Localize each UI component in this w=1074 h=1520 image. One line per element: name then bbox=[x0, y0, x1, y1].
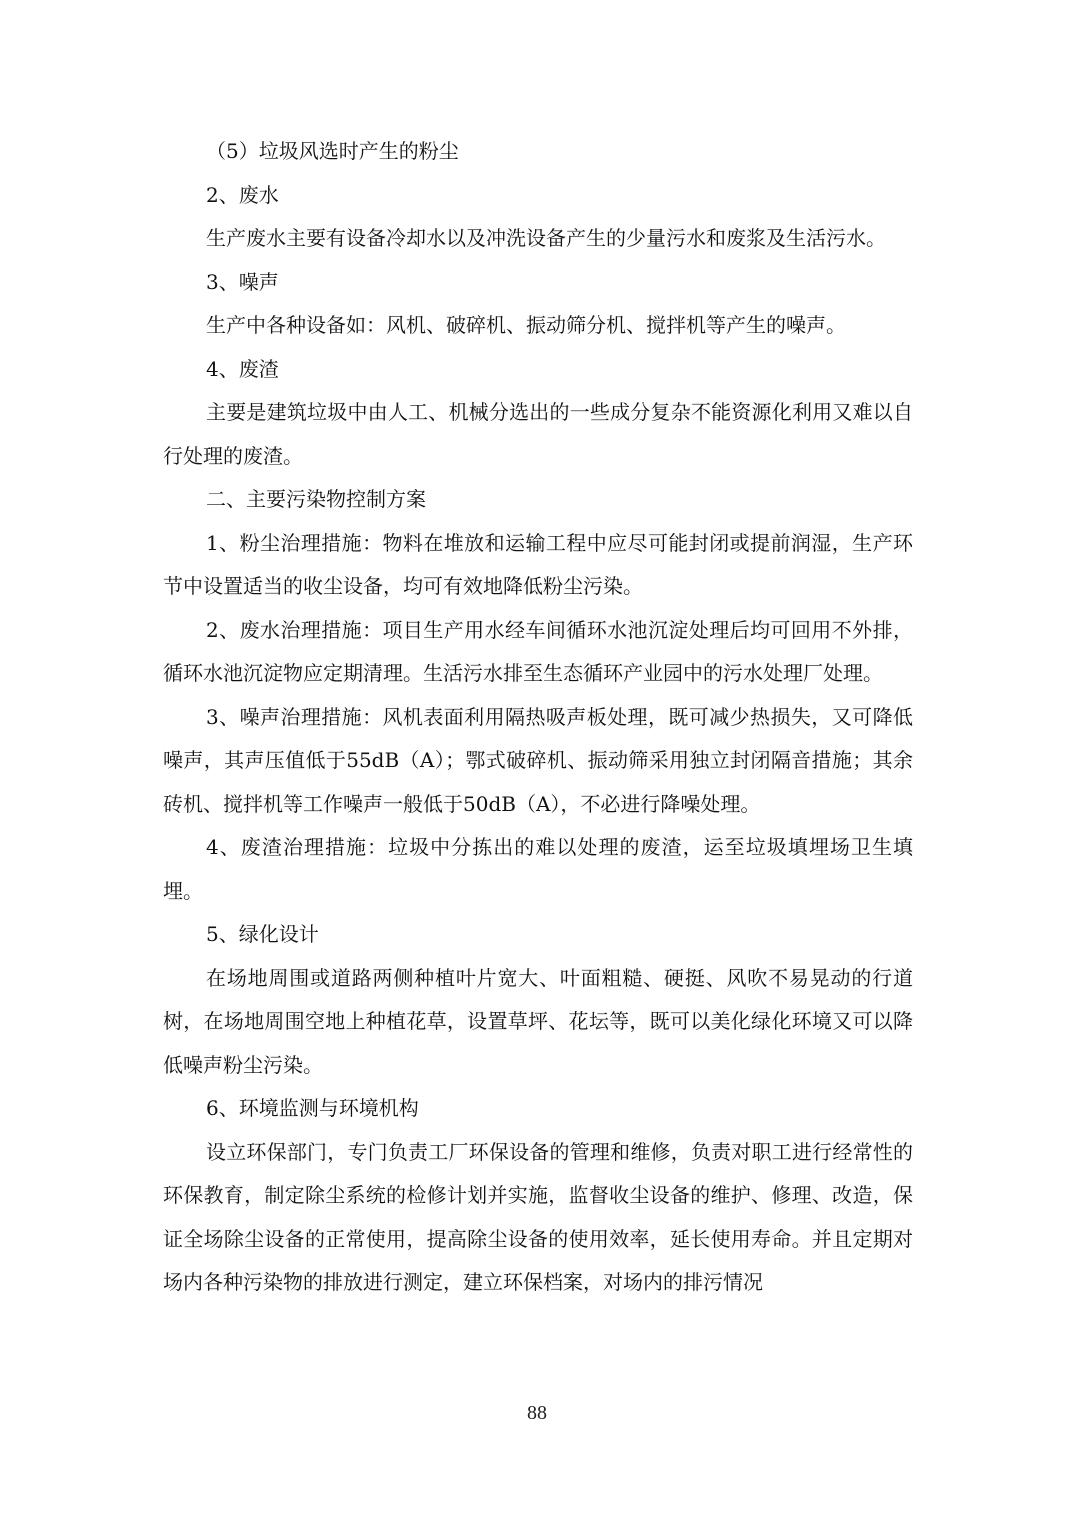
paragraph-wastewater: 生产废水主要有设备冷却水以及冲洗设备产生的少量污水和废浆及生活污水。 bbox=[206, 226, 886, 250]
subsection-heading-greening: 5、绿化设计 bbox=[206, 922, 319, 946]
page-number: 88 bbox=[527, 1402, 547, 1424]
document-body bbox=[163, 130, 913, 1305]
paragraph-greening: 在场地周围或道路两侧种植叶片宽大、叶面粗糙、硬挺、风吹不易晃动的行道树，在场地周围空地上种植花草，设置草坪、花坛等，既可以美化绿化环境又可以降低噪声粉尘污染。 bbox=[163, 965, 913, 1077]
paragraph-waste-residue: 主要是建筑垃圾中由人工、机械分选出的一些成分复杂不能资源化利用又难以自行处理的废渣。 bbox=[163, 400, 913, 468]
paragraph-dust-control: 1、粉尘治理措施：物料在堆放和运输工程中应尽可能封闭或提前润湿，生产环节中设置适当的收尘设备，均可有效地降低粉尘污染。 bbox=[163, 530, 913, 598]
section-heading-pollution-control: 二、主要污染物控制方案 bbox=[206, 487, 426, 511]
subsection-heading-dust-from-air-separation: （5）垃圾风选时产生的粉尘 bbox=[206, 139, 459, 163]
subsection-heading-monitoring: 6、环境监测与环境机构 bbox=[206, 1096, 419, 1120]
subsection-heading-waste-residue: 4、废渣 bbox=[206, 356, 279, 381]
subsection-heading-wastewater: 2、废水 bbox=[206, 182, 279, 207]
subsection-heading-noise: 3、噪声 bbox=[206, 269, 279, 294]
paragraph-wastewater-control: 2、废水治理措施：项目生产用水经车间循环水池沉淀处理后均可回用不外排，循环水池沉淀物应定期清理。生活污水排至生态循环产业园中的污水处理厂处理。 bbox=[163, 617, 913, 685]
paragraph-monitoring: 设立环保部门，专门负责工厂环保设备的管理和维修，负责对职工进行经常性的环保教育，制定除尘系统的检修计划并实施，监督收尘设备的维护、修理、改造，保证全场除尘设备的正常使用，提高除尘设备的使用效率，延长使用寿命。并且定期对场内各种污染物的排放进行测定，建立环保档案，对场内的排污情况 bbox=[163, 1139, 913, 1294]
paragraph-residue-control: 4、废渣治理措施：垃圾中分拣出的难以处理的废渣，运至垃圾填埋场卫生填埋。 bbox=[163, 835, 913, 903]
paragraph-noise: 生产中各种设备如：风机、破碎机、振动筛分机、搅拌机等产生的噪声。 bbox=[206, 313, 846, 337]
paragraph-noise-control: 3、噪声治理措施：风机表面利用隔热吸声板处理，既可减少热损失，又可降低噪声，其声压值低于55dB（A）；鄂式破碎机、振动筛采用独立封闭隔音措施；其余砖机、搅拌机等工作噪声一般低于50dB（A），不必进行降噪处理。 bbox=[163, 704, 913, 816]
